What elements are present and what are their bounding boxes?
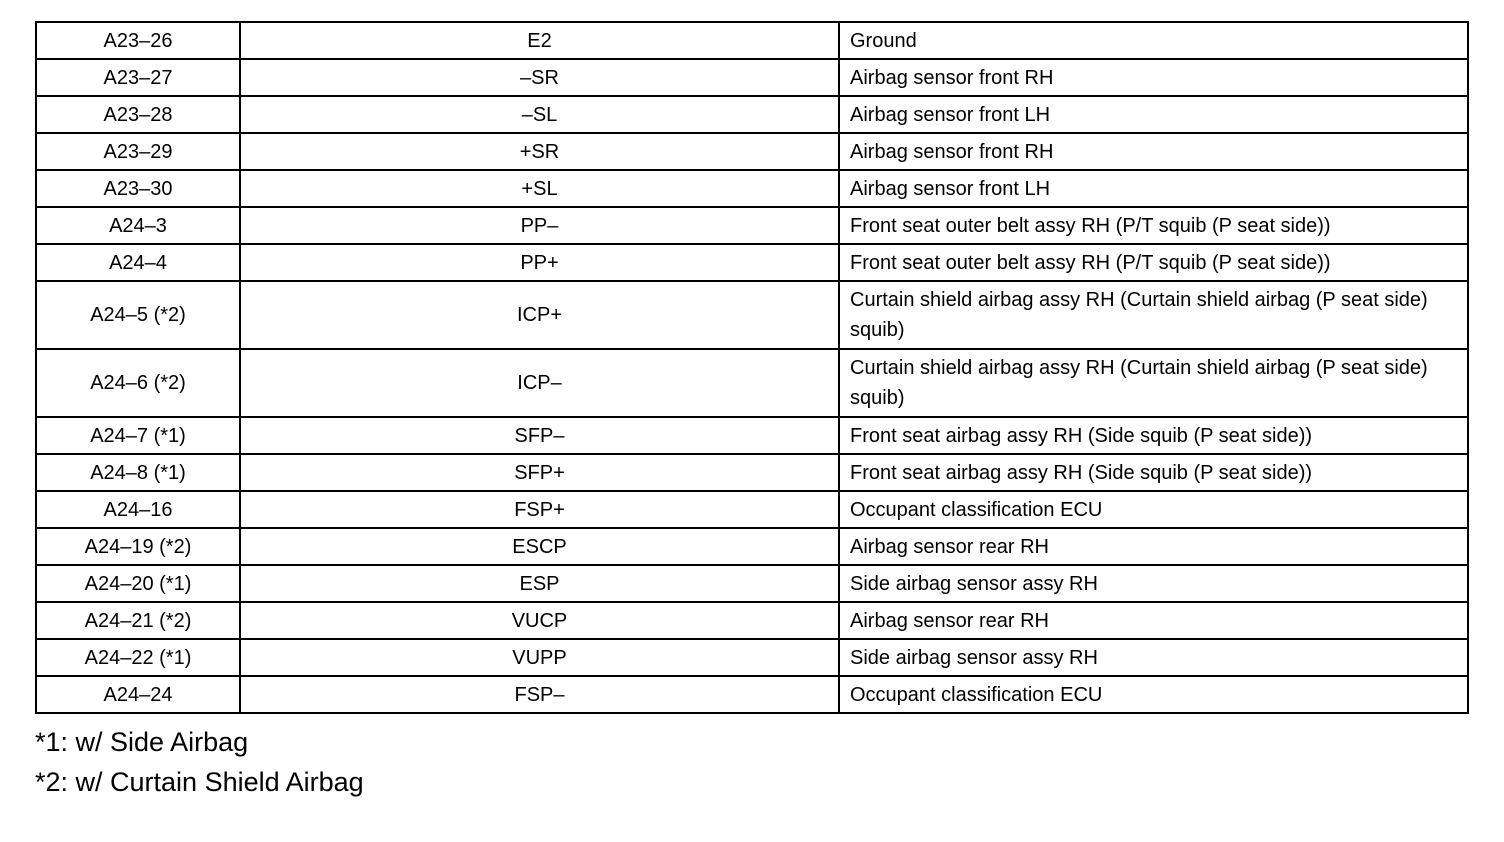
description-cell: Side airbag sensor assy RH [839, 565, 1468, 602]
description-cell: Airbag sensor front RH [839, 133, 1468, 170]
description-cell: Airbag sensor rear RH [839, 602, 1468, 639]
terminal-cell: A24–24 [36, 676, 240, 713]
terminal-cell: A24–16 [36, 491, 240, 528]
symbol-cell: –SR [240, 59, 839, 96]
description-cell: Occupant classification ECU [839, 676, 1468, 713]
description-cell: Airbag sensor front LH [839, 96, 1468, 133]
footnote-side-airbag: *1: w/ Side Airbag [35, 727, 249, 757]
symbol-cell: ICP– [240, 349, 839, 417]
symbol-cell: +SL [240, 170, 839, 207]
terminal-cell: A24–6 (*2) [36, 349, 240, 417]
terminal-cell: A24–8 (*1) [36, 454, 240, 491]
table-row [36, 491, 1468, 528]
table-row [36, 96, 1468, 133]
terminal-cell: A24–5 (*2) [36, 281, 240, 349]
symbol-cell: E2 [240, 22, 839, 59]
terminal-cell: A23–29 [36, 133, 240, 170]
table-row [36, 281, 1468, 349]
table-row [36, 676, 1468, 713]
symbol-cell: VUPP [240, 639, 839, 676]
table-row [36, 565, 1468, 602]
terminal-cell: A24–19 (*2) [36, 528, 240, 565]
table-row [36, 349, 1468, 417]
terminal-cell: A24–20 (*1) [36, 565, 240, 602]
description-cell: Airbag sensor front LH [839, 170, 1468, 207]
symbol-cell: SFP+ [240, 454, 839, 491]
terminal-cell: A24–21 (*2) [36, 602, 240, 639]
terminal-cell: A24–7 (*1) [36, 417, 240, 454]
table-row [36, 170, 1468, 207]
description-cell: Side airbag sensor assy RH [839, 639, 1468, 676]
description-cell: Front seat airbag assy RH (Side squib (P seat side)) [839, 454, 1468, 491]
symbol-cell: PP– [240, 207, 839, 244]
description-cell: Front seat outer belt assy RH (P/T squib (P seat side)) [839, 244, 1468, 281]
table-row [36, 454, 1468, 491]
symbol-cell: FSP+ [240, 491, 839, 528]
description-cell: Curtain shield airbag assy RH (Curtain shield airbag (P seat side) squib) [839, 281, 1468, 349]
terminal-cell: A24–3 [36, 207, 240, 244]
terminal-cell: A23–28 [36, 96, 240, 133]
terminal-cell: A23–30 [36, 170, 240, 207]
symbol-cell: SFP– [240, 417, 839, 454]
description-cell: Front seat outer belt assy RH (P/T squib (P seat side)) [839, 207, 1468, 244]
table-row [36, 417, 1468, 454]
symbol-cell: ICP+ [240, 281, 839, 349]
table-row [36, 59, 1468, 96]
symbol-cell: FSP– [240, 676, 839, 713]
footnote-curtain-shield-airbag: *2: w/ Curtain Shield Airbag [35, 767, 364, 797]
terminal-table [35, 21, 1469, 714]
footnotes [35, 722, 1467, 802]
table-row [36, 602, 1468, 639]
table-row [36, 639, 1468, 676]
table-row [36, 133, 1468, 170]
symbol-cell: ESCP [240, 528, 839, 565]
terminal-cell: A24–4 [36, 244, 240, 281]
description-cell: Airbag sensor front RH [839, 59, 1468, 96]
terminal-cell: A23–27 [36, 59, 240, 96]
table-row [36, 528, 1468, 565]
table-row [36, 244, 1468, 281]
symbol-cell: +SR [240, 133, 839, 170]
description-cell: Curtain shield airbag assy RH (Curtain shield airbag (P seat side) squib) [839, 349, 1468, 417]
symbol-cell: PP+ [240, 244, 839, 281]
description-cell: Front seat airbag assy RH (Side squib (P seat side)) [839, 417, 1468, 454]
description-cell: Occupant classification ECU [839, 491, 1468, 528]
symbol-cell: ESP [240, 565, 839, 602]
document-page [35, 21, 1467, 802]
terminal-cell: A24–22 (*1) [36, 639, 240, 676]
table-row [36, 207, 1468, 244]
symbol-cell: VUCP [240, 602, 839, 639]
terminal-cell: A23–26 [36, 22, 240, 59]
description-cell: Airbag sensor rear RH [839, 528, 1468, 565]
symbol-cell: –SL [240, 96, 839, 133]
description-cell: Ground [839, 22, 1468, 59]
table-row [36, 22, 1468, 59]
